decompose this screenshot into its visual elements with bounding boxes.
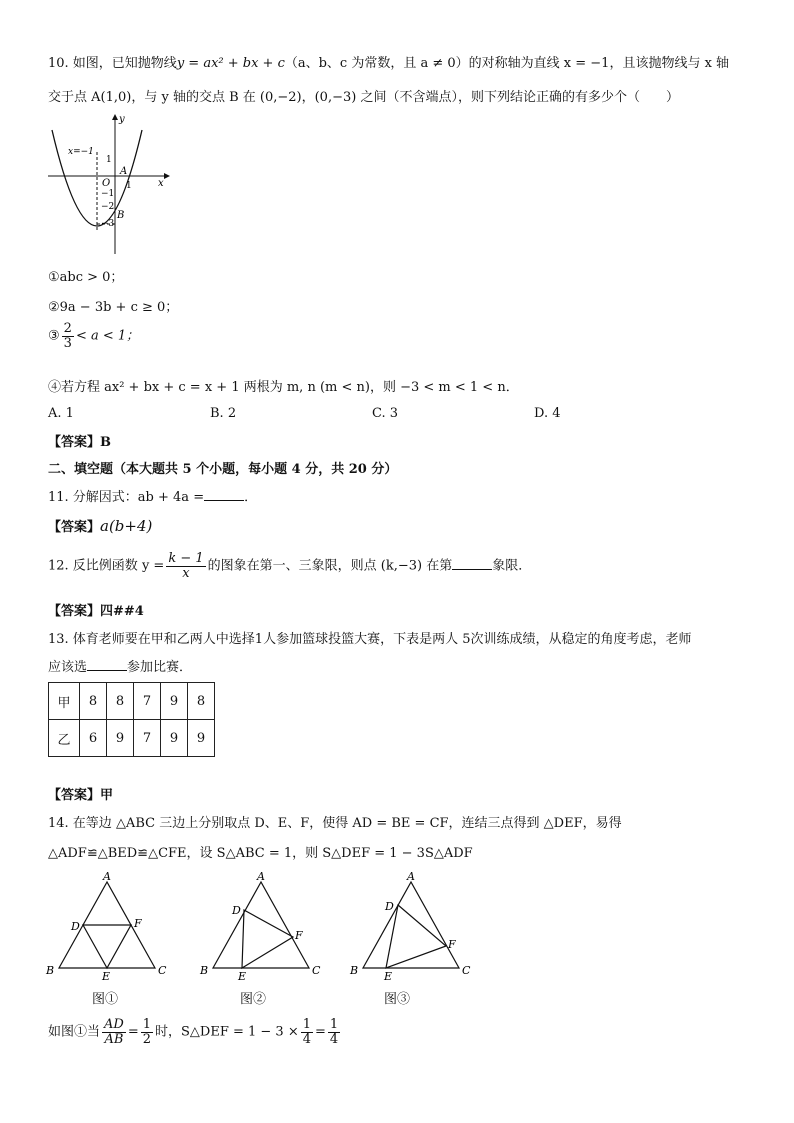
y-tick-m1: −1 [101, 189, 115, 199]
q10-choice-4: ④若方程 ax² + bx + c = x + 1 两根为 m, n (m < n)，则 −3 < m < 1 < n． [48, 380, 519, 395]
table-cell: 6 [80, 720, 107, 757]
q13-blank [87, 658, 127, 671]
q10-line2: 交于点 A(1,0)，与 y 轴的交点 B 在 (0,−2)，(0,−3) 之间（不含端点），则下列结论正确的有多少个（ ） [48, 90, 679, 105]
q10-choice-2: ②9a − 3b + c ≥ 0； [48, 300, 179, 315]
table-cell: 8 [107, 683, 134, 720]
triangle-def [386, 905, 446, 968]
q12-tail: 象限． [492, 558, 532, 574]
formula-fraction-result [328, 1018, 340, 1046]
table-cell: 9 [161, 720, 188, 757]
formula-fraction-ad-ab [102, 1018, 126, 1046]
symmetry-label: x=−1 [68, 147, 94, 157]
vertex-d: D [71, 920, 80, 933]
q10-choice-3 [48, 322, 139, 350]
table-cell: 7 [134, 683, 161, 720]
figure-3-caption: 图③ [384, 992, 411, 1007]
parabola-graph [44, 112, 174, 258]
triangle-def [242, 910, 293, 968]
q13-line2 [48, 656, 192, 675]
vertex-b: B [200, 964, 209, 977]
formula-middle: 时，S△DEF = 1 − 3 × [155, 1024, 299, 1040]
y-axis-label: y [119, 114, 125, 125]
q10-intro: 10. 如图，已知抛物线 [48, 56, 177, 71]
q13-line2-end: 参加比赛． [127, 660, 193, 675]
q13-line2-start: 应该选 [48, 660, 88, 675]
x-tick-1: 1 [126, 181, 132, 191]
fraction-denominator: 4 [329, 1031, 339, 1047]
vertex-a: A [103, 870, 111, 883]
table-cell: 甲 [49, 683, 80, 720]
q14-formula [48, 1018, 342, 1046]
vertex-c: C [158, 964, 167, 977]
figure-2 [196, 870, 332, 980]
q13-answer: 【答案】甲 [48, 788, 114, 803]
figure-2-caption: 图② [240, 992, 267, 1007]
fraction-denominator: x [182, 565, 190, 581]
answer-label: 【答案】 [48, 520, 101, 535]
q10-choice-3-prefix: ③ [48, 328, 60, 344]
q12-suffix: 的图象在第一、三象限，则点 (k,−3) 在第 [207, 558, 453, 574]
fraction-numerator: 1 [302, 1017, 312, 1032]
q10-answer: 【答案】B [48, 435, 111, 450]
vertex-e: E [238, 970, 247, 980]
fraction-numerator: k − 1 [168, 551, 204, 566]
q11-answer-value: a(b+4) [100, 517, 153, 535]
fraction-denominator: 4 [302, 1031, 312, 1047]
q11-text [48, 486, 257, 505]
fraction-numerator: 2 [63, 321, 72, 336]
vertex-d: D [232, 904, 241, 917]
q14-line2: △ADF≌△BED≌△CFE，设 S△ABC = 1，则 S△DEF = 1 − 3S△ADF [48, 846, 473, 861]
y-tick-m2: −2 [101, 202, 115, 212]
y-tick-1: 1 [106, 155, 112, 165]
fraction-denominator: AB [104, 1031, 124, 1047]
vertex-f: F [134, 917, 142, 930]
vertex-c: C [312, 964, 321, 977]
q10-choice-3-fraction [62, 322, 74, 350]
y-tick-m3: −3 [101, 219, 115, 229]
y-axis-arrow [112, 114, 118, 120]
q11-blank [204, 488, 244, 501]
vertex-f: F [295, 929, 303, 942]
fraction-numerator: AD [104, 1017, 124, 1032]
section-header: 二、填空题（本大题共 5 个小题，每小题 4 分，共 20 分） [48, 462, 398, 477]
q12-prefix: 12. 反比例函数 y = [48, 558, 165, 574]
q13-line1: 13. 体育老师要在甲和乙两人中选择1人参加篮球投篮大赛，下表是两人 5次训练成绩，从稳定的角度考虑，老师 [48, 632, 692, 647]
formula-equals: = [315, 1024, 326, 1040]
triangle-def [83, 925, 131, 968]
point-a-label: A [120, 166, 128, 177]
vertex-e: E [384, 970, 393, 980]
q10-option-c: C. 3 [372, 406, 399, 421]
q10-option-d: D. 4 [534, 406, 561, 421]
q10-equation: y = ax² + bx + c [176, 56, 285, 71]
table-cell: 乙 [49, 720, 80, 757]
q10-line1 [48, 52, 729, 71]
figure-1-caption: 图① [92, 992, 119, 1007]
table-cell: 9 [188, 720, 215, 757]
vertex-e: E [102, 970, 111, 980]
origin-label: O [102, 178, 111, 189]
q11-tail: ． [244, 490, 258, 505]
formula-fraction-half [141, 1018, 153, 1046]
vertex-b: B [46, 964, 55, 977]
table-cell: 9 [161, 683, 188, 720]
q10-option-b: B. 2 [210, 406, 237, 421]
q14-line1: 14. 在等边 △ABC 三边上分别取点 D、E、F，使得 AD = BE = CF，连结三点得到 △DEF，易得 [48, 816, 622, 831]
triangle-abc [213, 882, 309, 968]
formula-prefix: 如图①当 [48, 1024, 101, 1040]
x-axis-label: x [158, 178, 164, 189]
figure-3 [346, 870, 482, 980]
vertex-a: A [407, 870, 415, 883]
vertex-d: D [385, 900, 394, 913]
fraction-numerator: 1 [329, 1017, 339, 1032]
formula-fraction-quarter [301, 1018, 313, 1046]
score-table [48, 682, 215, 757]
x-axis-arrow [164, 173, 170, 179]
fraction-denominator: 3 [63, 335, 72, 351]
q10-option-a: A. 1 [48, 406, 74, 421]
figure-1 [42, 870, 178, 980]
vertex-b: B [350, 964, 359, 977]
table-row [49, 720, 215, 757]
q12-blank [452, 557, 492, 570]
table-cell: 7 [134, 720, 161, 757]
q12-fraction [166, 552, 205, 580]
triangle-abc [363, 882, 459, 968]
point-b-label: B [117, 210, 125, 221]
fraction-denominator: 2 [142, 1031, 152, 1047]
q11-answer [48, 516, 152, 535]
vertex-a: A [257, 870, 265, 883]
fraction-numerator: 1 [142, 1017, 152, 1032]
vertex-c: C [462, 964, 471, 977]
q12-answer: 【答案】四##4 [48, 604, 144, 619]
formula-equals: = [127, 1024, 139, 1040]
q10-choice-3-suffix: < a < 1； [75, 328, 140, 344]
table-row [49, 683, 215, 720]
table-cell: 8 [80, 683, 107, 720]
q10-intro-rest: （a、b、c 为常数，且 a ≠ 0）的对称轴为直线 x = −1，且该抛物线与 x 轴 [284, 56, 730, 71]
table-cell: 8 [188, 683, 215, 720]
vertex-f: F [448, 938, 456, 951]
q12-text [48, 552, 531, 580]
q11-prompt: 11. 分解因式：ab + 4a = [48, 490, 205, 505]
q10-choice-1: ①abc > 0； [48, 270, 124, 285]
table-cell: 9 [107, 720, 134, 757]
